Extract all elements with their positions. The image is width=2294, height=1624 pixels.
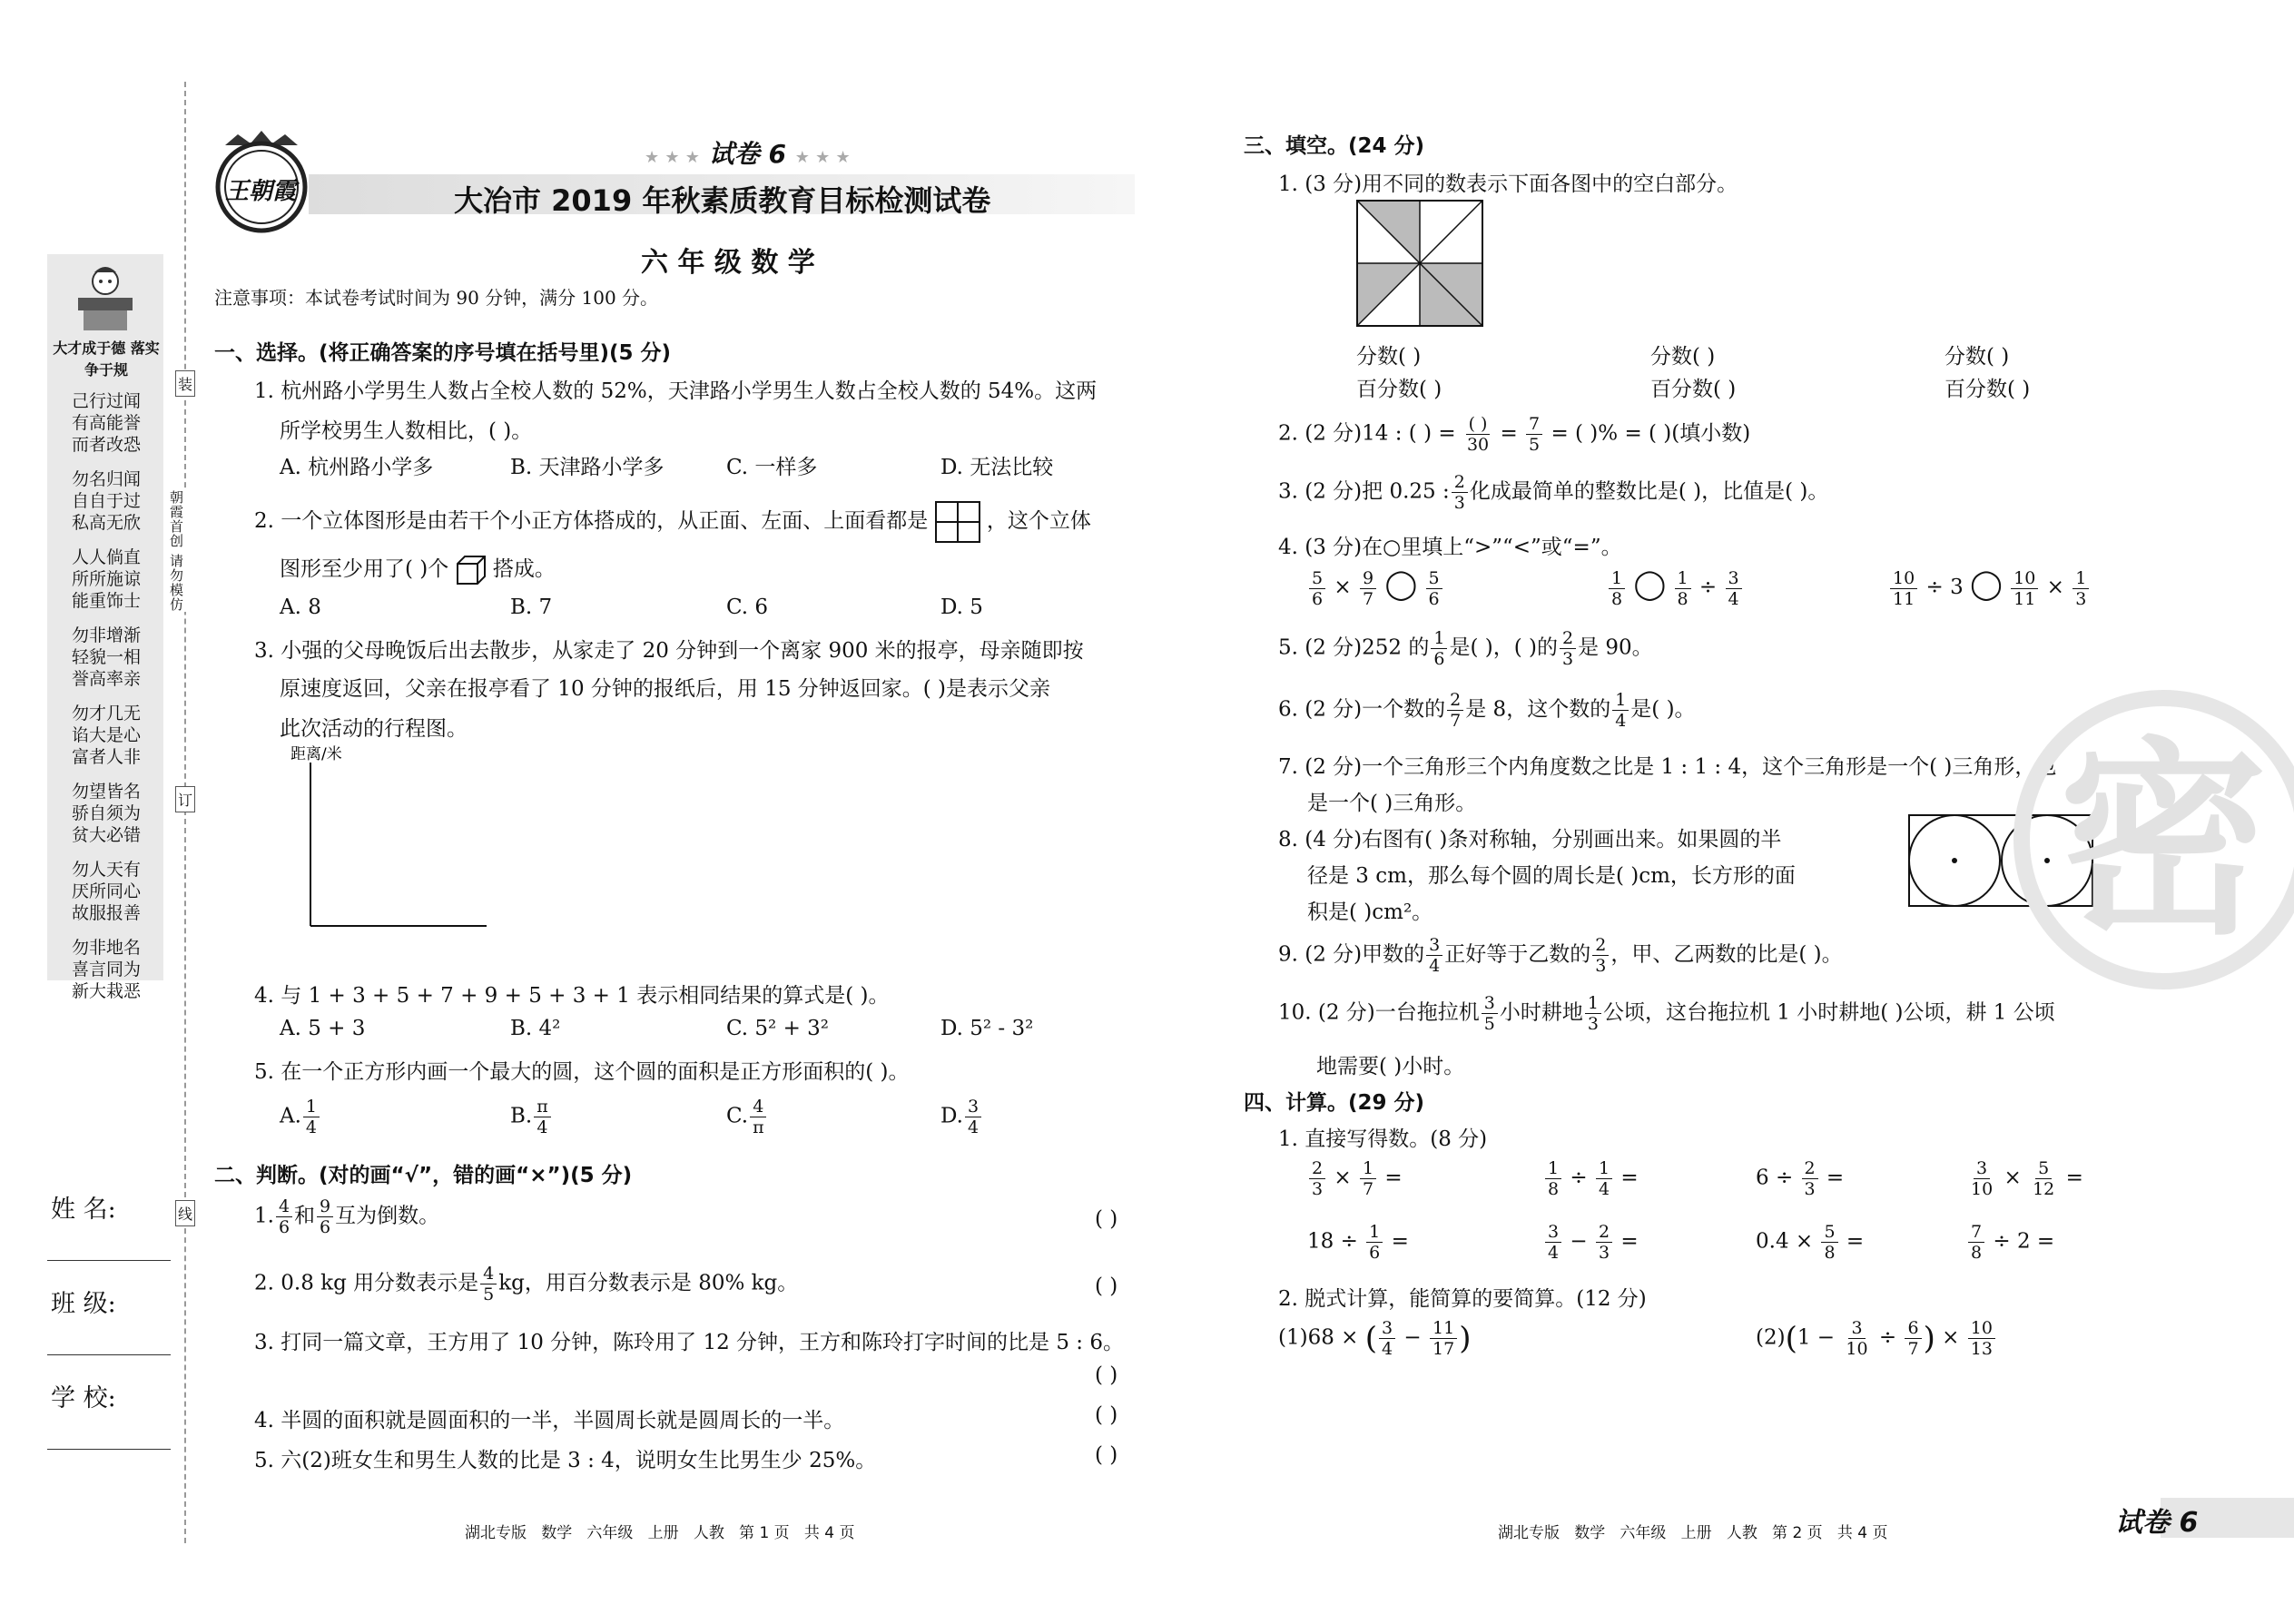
- s2-q4: 4. 半圆的面积就是圆面积的一半，半圆周长就是圆周长的一半。: [254, 1409, 845, 1432]
- fraction-figure-checker: [1650, 200, 1777, 330]
- school-field-line[interactable]: [47, 1449, 171, 1450]
- school-field-label: 学 校:: [51, 1384, 116, 1412]
- exam-badge: ★ ★ ★ 试卷 6 ★ ★ ★: [645, 139, 851, 169]
- s1-q2-opt-a[interactable]: A. 8: [280, 595, 321, 619]
- fig2-fraction-answer[interactable]: 分数( ): [1650, 345, 1716, 369]
- sidebar-motto: 大才成于德 落实争于规: [53, 340, 160, 379]
- fig2-percent-answer[interactable]: 百分数( ): [1650, 378, 1737, 401]
- chart-b[interactable]: [488, 744, 706, 966]
- chart-d[interactable]: [928, 744, 1146, 966]
- sidebar-maxim-line: 勿非增渐: [71, 625, 141, 645]
- s1-q5-opt-c[interactable]: C. $\frac{4}{\pi}$: [726, 1097, 769, 1137]
- s2-q5: 5. 六(2)班女生和男生人数的比是 3 : 4，说明女生比男生少 25%。: [254, 1449, 877, 1472]
- s2-q2-answer[interactable]: ( ): [1095, 1275, 1118, 1298]
- s3-q8-line2: 径是 3 cm，那么每个圆的周长是( )cm，长方形的面: [1307, 864, 1796, 888]
- name-field-line[interactable]: [47, 1260, 171, 1261]
- s1-q5-opt-d[interactable]: D. $\frac{3}{4}$: [940, 1097, 983, 1137]
- s1-q1-opt-a[interactable]: A. 杭州路小学多: [280, 456, 434, 479]
- binding-mark-ding: 订: [175, 786, 195, 812]
- s1-q3-line1: 3. 小强的父母晚饭后出去散步，从家走了 20 分钟到一个离家 900 米的报亭，母亲随即按: [254, 639, 1084, 663]
- s1-q2-opt-c[interactable]: C. 6: [726, 595, 769, 619]
- binding-mark-zhuang: 装: [175, 370, 195, 397]
- chart-a[interactable]: [269, 744, 487, 966]
- s3-q10-line1: 10. (2 分)一台拖拉机 $\frac{3}{5}$ 小时耕地 $\frac{1}{3}$ 公顷，这台拖拉机 1 小时耕地( )公顷，耕 1 公顷: [1278, 993, 2055, 1034]
- sidebar-maxim-line: 骄自须为: [71, 803, 141, 823]
- s1-q3-line2: 原速度返回，父亲在报亭看了 10 分钟的报纸后，用 15 分钟返回家。( )是表示父亲: [280, 677, 1051, 701]
- section3-title: 三、填空。(24 分): [1244, 134, 1425, 158]
- s3-q3: 3. (2 分)把 0.25 : $\frac{2}{3}$ 化成最简单的整数比是( )，比值是( )。: [1278, 472, 1829, 513]
- s3-q4: 4. (3 分)在○里填上“>”“<”或“=”。: [1278, 536, 1622, 559]
- footer-left: 湖北专版 数学 六年级 上册 人教 第 1 页 共 4 页: [465, 1524, 855, 1542]
- s1-q4-opt-a[interactable]: A. 5 + 3: [280, 1017, 366, 1040]
- s4-sub1: 1. 直接写得数。(8 分): [1278, 1127, 1488, 1151]
- calc-7[interactable]: 0.4 × $\frac{5}{8}$ =: [1756, 1222, 1865, 1263]
- binding-mark-xian: 线: [175, 1200, 195, 1226]
- s4-sub2: 2. 脱式计算，能简算的要简算。(12 分): [1278, 1287, 1647, 1311]
- fig3-fraction-answer[interactable]: 分数( ): [1944, 345, 2010, 369]
- sidebar-maxim-line: 勿才几无: [71, 704, 141, 723]
- calc-5[interactable]: 18 ÷ $\frac{1}{6}$ =: [1307, 1222, 1409, 1263]
- sidebar-maxim-line: 新大栽恶: [71, 981, 141, 1001]
- sidebar-maxim-line: 人人倘直: [71, 547, 141, 567]
- sidebar-motto-panel: [47, 254, 163, 1001]
- s1-q4-opt-c[interactable]: C. 5² + 3²: [726, 1017, 830, 1040]
- sidebar-maxim-line: 勿人天有: [71, 860, 141, 880]
- sidebar-maxim-line: 勿望皆名: [71, 782, 141, 802]
- s1-q1-opt-d[interactable]: D. 无法比较: [940, 456, 1054, 479]
- sidebar-maxim-line: 有高能誉: [71, 413, 141, 433]
- fig1-fraction-answer[interactable]: 分数( ): [1356, 345, 1422, 369]
- section4-title: 四、计算。(29 分): [1244, 1091, 1425, 1115]
- secret-watermark: 密: [2013, 690, 2294, 989]
- s1-q2-line2: 图形至少用了( )个 搭成。: [280, 552, 556, 586]
- s3-q8-line3: 积是( )cm²。: [1307, 901, 1433, 924]
- sidebar-maxim-line: 勿非地名: [71, 938, 141, 958]
- sidebar-maxim-line: 勿名归闻: [71, 469, 141, 489]
- s1-q3-line3: 此次活动的行程图。: [280, 717, 468, 741]
- chart-c[interactable]: [708, 744, 926, 966]
- y-axis-label: 距离/米: [290, 745, 342, 763]
- calc-2[interactable]: $\frac{1}{8}$ ÷ $\frac{1}{4}$ =: [1543, 1158, 1639, 1199]
- four-square-view-icon: [935, 501, 980, 543]
- s3-q2: 2. (2 分)14 : ( ) = $\frac{( )}{30}$ = $\frac{7}{5}$ = ( )% = ( )(填小数): [1278, 414, 1751, 455]
- s1-q4-opt-d[interactable]: D. 5² - 3²: [940, 1017, 1034, 1040]
- s1-q4-text: 4. 与 1 + 3 + 5 + 7 + 9 + 5 + 3 + 1 表示相同结果的算式是( )。: [254, 984, 890, 1008]
- calc-1[interactable]: $\frac{2}{3}$ × $\frac{1}{7}$ =: [1307, 1158, 1403, 1199]
- sidebar-maxim-line: 而者改恐: [71, 435, 141, 455]
- calc-8[interactable]: $\frac{7}{8}$ ÷ 2 =: [1966, 1222, 2054, 1263]
- calc-expr-2[interactable]: (2)(1 − $\frac{3}{10}$ ÷ $\frac{6}{7}$ ) × $\frac{10}{13}$: [1756, 1318, 1997, 1359]
- s1-q2-opt-b[interactable]: B. 7: [510, 595, 553, 619]
- sidebar-maxim-line: 贫大必错: [71, 825, 141, 845]
- s1-q1-line2: 所学校男生人数相比，( )。: [280, 419, 533, 443]
- fig3-percent-answer[interactable]: 百分数( ): [1944, 378, 2031, 401]
- class-field-label: 班 级:: [51, 1290, 116, 1318]
- subject-title: 六 年 级 数 学: [641, 247, 815, 279]
- s1-q4-opt-b[interactable]: B. 4²: [510, 1017, 561, 1040]
- section1-title: 一、选择。(将正确答案的序号填在括号里)(5 分): [214, 341, 672, 365]
- s2-q4-answer[interactable]: ( ): [1095, 1403, 1118, 1427]
- footer-badge: 试卷 6: [2115, 1507, 2199, 1539]
- s3-q5: 5. (2 分)252 的 $\frac{1}{6}$ 是( )，( )的 $\frac{2}{3}$ 是 90。: [1278, 628, 1653, 669]
- sidebar-maxim-line: 己行过闻: [71, 391, 141, 411]
- s1-q1-opt-c[interactable]: C. 一样多: [726, 456, 818, 479]
- s1-q2-line1: 2. 一个立体图形是由若干个小正方体搭成的，从正面、左面、上面看都是 ，这个立体: [254, 501, 1091, 543]
- sidebar-maxims: [56, 390, 156, 1015]
- sidebar-maxim-line: 富者人非: [71, 747, 141, 767]
- calc-3[interactable]: 6 ÷ $\frac{2}{3}$ =: [1756, 1158, 1845, 1199]
- s1-q2-opt-d[interactable]: D. 5: [940, 595, 983, 619]
- s1-q5-opt-b[interactable]: B. $\frac{\pi}{4}$: [510, 1097, 553, 1137]
- section2-title: 二、判断。(对的画“√”，错的画“×”)(5 分): [214, 1164, 633, 1187]
- sidebar-maxim-line: 能重饰士: [71, 591, 141, 611]
- exam-notice: 注意事项：本试卷考试时间为 90 分钟，满分 100 分。: [214, 287, 659, 309]
- sidebar-maxim-line: 自自于过: [71, 491, 141, 511]
- s1-q5-opt-a[interactable]: A. $\frac{1}{4}$: [280, 1097, 321, 1137]
- sidebar-maxim-line: 誉高率亲: [71, 669, 141, 689]
- calc-6[interactable]: $\frac{3}{4}$ − $\frac{2}{3}$ =: [1543, 1222, 1639, 1263]
- fraction-figure-triangles: [1356, 200, 1483, 330]
- exam-title: 大冶市 2019 年秋素质教育目标检测试卷: [454, 183, 991, 218]
- s3-q10-line2: 地需要( )小时。: [1316, 1055, 1465, 1078]
- sidebar-maxim-line: 厌所同心: [71, 881, 141, 901]
- name-field-label: 姓 名:: [51, 1196, 116, 1224]
- s2-q5-answer[interactable]: ( ): [1095, 1443, 1118, 1467]
- class-field-line[interactable]: [47, 1354, 171, 1355]
- sidebar-maxim-line: 喜言同为: [71, 960, 141, 979]
- sidebar-maxim-line: 轻貌一相: [71, 647, 141, 667]
- calc-expr-1[interactable]: (1)68 × ( $\frac{3}{4}$ − $\frac{11}{17}$ ): [1278, 1318, 1472, 1359]
- s2-q3: 3. 打同一篇文章，王方用了 10 分钟，陈玲用了 12 分钟，王方和陈玲打字时间的比是 5 : 6。: [254, 1331, 1124, 1354]
- mascot-figure: [71, 261, 140, 338]
- s3-q6: 6. (2 分)一个数的 $\frac{2}{7}$ 是 8，这个数的 $\frac{1}{4}$ 是( )。: [1278, 690, 1696, 731]
- s3-q4-compare-1[interactable]: $\frac{5}{6}$ × $\frac{9}{7}$ ◯ $\frac{5}{6}$: [1307, 566, 1444, 609]
- sidebar-maxim-line: 谄大是心: [71, 725, 141, 745]
- fraction-figure-grid: [1937, 200, 2066, 332]
- s3-q7-line1: 7. (2 分)一个三角形三个内角度数之比是 1 : 1 : 4，这个三角形是一个( )三角形，也: [1278, 755, 2057, 779]
- logo-text: 王朝霞: [225, 178, 297, 205]
- binding-note: 朝霞首创 请勿模仿: [168, 490, 184, 612]
- s2-q3-answer[interactable]: ( ): [1095, 1363, 1118, 1387]
- s2-q2: 2. 0.8 kg 用分数表示是 $\frac{4}{5}$ kg，用百分数表示是 80% kg。: [254, 1264, 799, 1304]
- calc-4[interactable]: $\frac{3}{10}$ × $\frac{5}{12}$ =: [1971, 1158, 2083, 1199]
- sidebar-maxim-line: 故服报善: [71, 903, 141, 923]
- s3-q1: 1. (3 分)用不同的数表示下面各图中的空白部分。: [1278, 172, 1738, 196]
- s3-q4-compare-3[interactable]: $\frac{10}{11}$ ÷ 3 ◯ $\frac{10}{11}$ × $\frac{1}{3}$: [1888, 566, 2091, 609]
- s3-q4-compare-2[interactable]: $\frac{1}{8}$ ◯ $\frac{1}{8}$ ÷ $\frac{3}{4}$: [1607, 566, 1744, 609]
- cube-icon: [456, 555, 487, 586]
- s3-q7-line2: 是一个( )三角形。: [1307, 792, 1477, 815]
- s3-q8-line1: 8. (4 分)右图有( )条对称轴，分别画出来。如果圆的半: [1278, 828, 1782, 851]
- fig1-percent-answer[interactable]: 百分数( ): [1356, 378, 1442, 401]
- s2-q1: 1. $\frac{4}{6}$ 和 $\frac{9}{6}$ 互为倒数。: [254, 1196, 440, 1237]
- binding-dashed-line: [184, 82, 186, 1543]
- s1-q5-text: 5. 在一个正方形内画一个最大的圆，这个圆的面积是正方形面积的( )。: [254, 1060, 910, 1084]
- s1-q1-line1: 1. 杭州路小学男生人数占全校人数的 52%，天津路小学男生人数占全校人数的 54%。这两: [254, 379, 1098, 403]
- footer-right: 湖北专版 数学 六年级 上册 人教 第 2 页 共 4 页: [1498, 1524, 1888, 1542]
- s2-q1-answer[interactable]: ( ): [1095, 1207, 1118, 1231]
- sidebar-maxim-line: 私高无欣: [71, 513, 141, 533]
- sidebar-maxim-line: 所所施谅: [71, 569, 141, 589]
- s3-q9: 9. (2 分)甲数的 $\frac{3}{4}$ 正好等于乙数的 $\frac{2}{3}$ ，甲、乙两数的比是( )。: [1278, 935, 1843, 976]
- s1-q1-opt-b[interactable]: B. 天津路小学多: [510, 456, 665, 479]
